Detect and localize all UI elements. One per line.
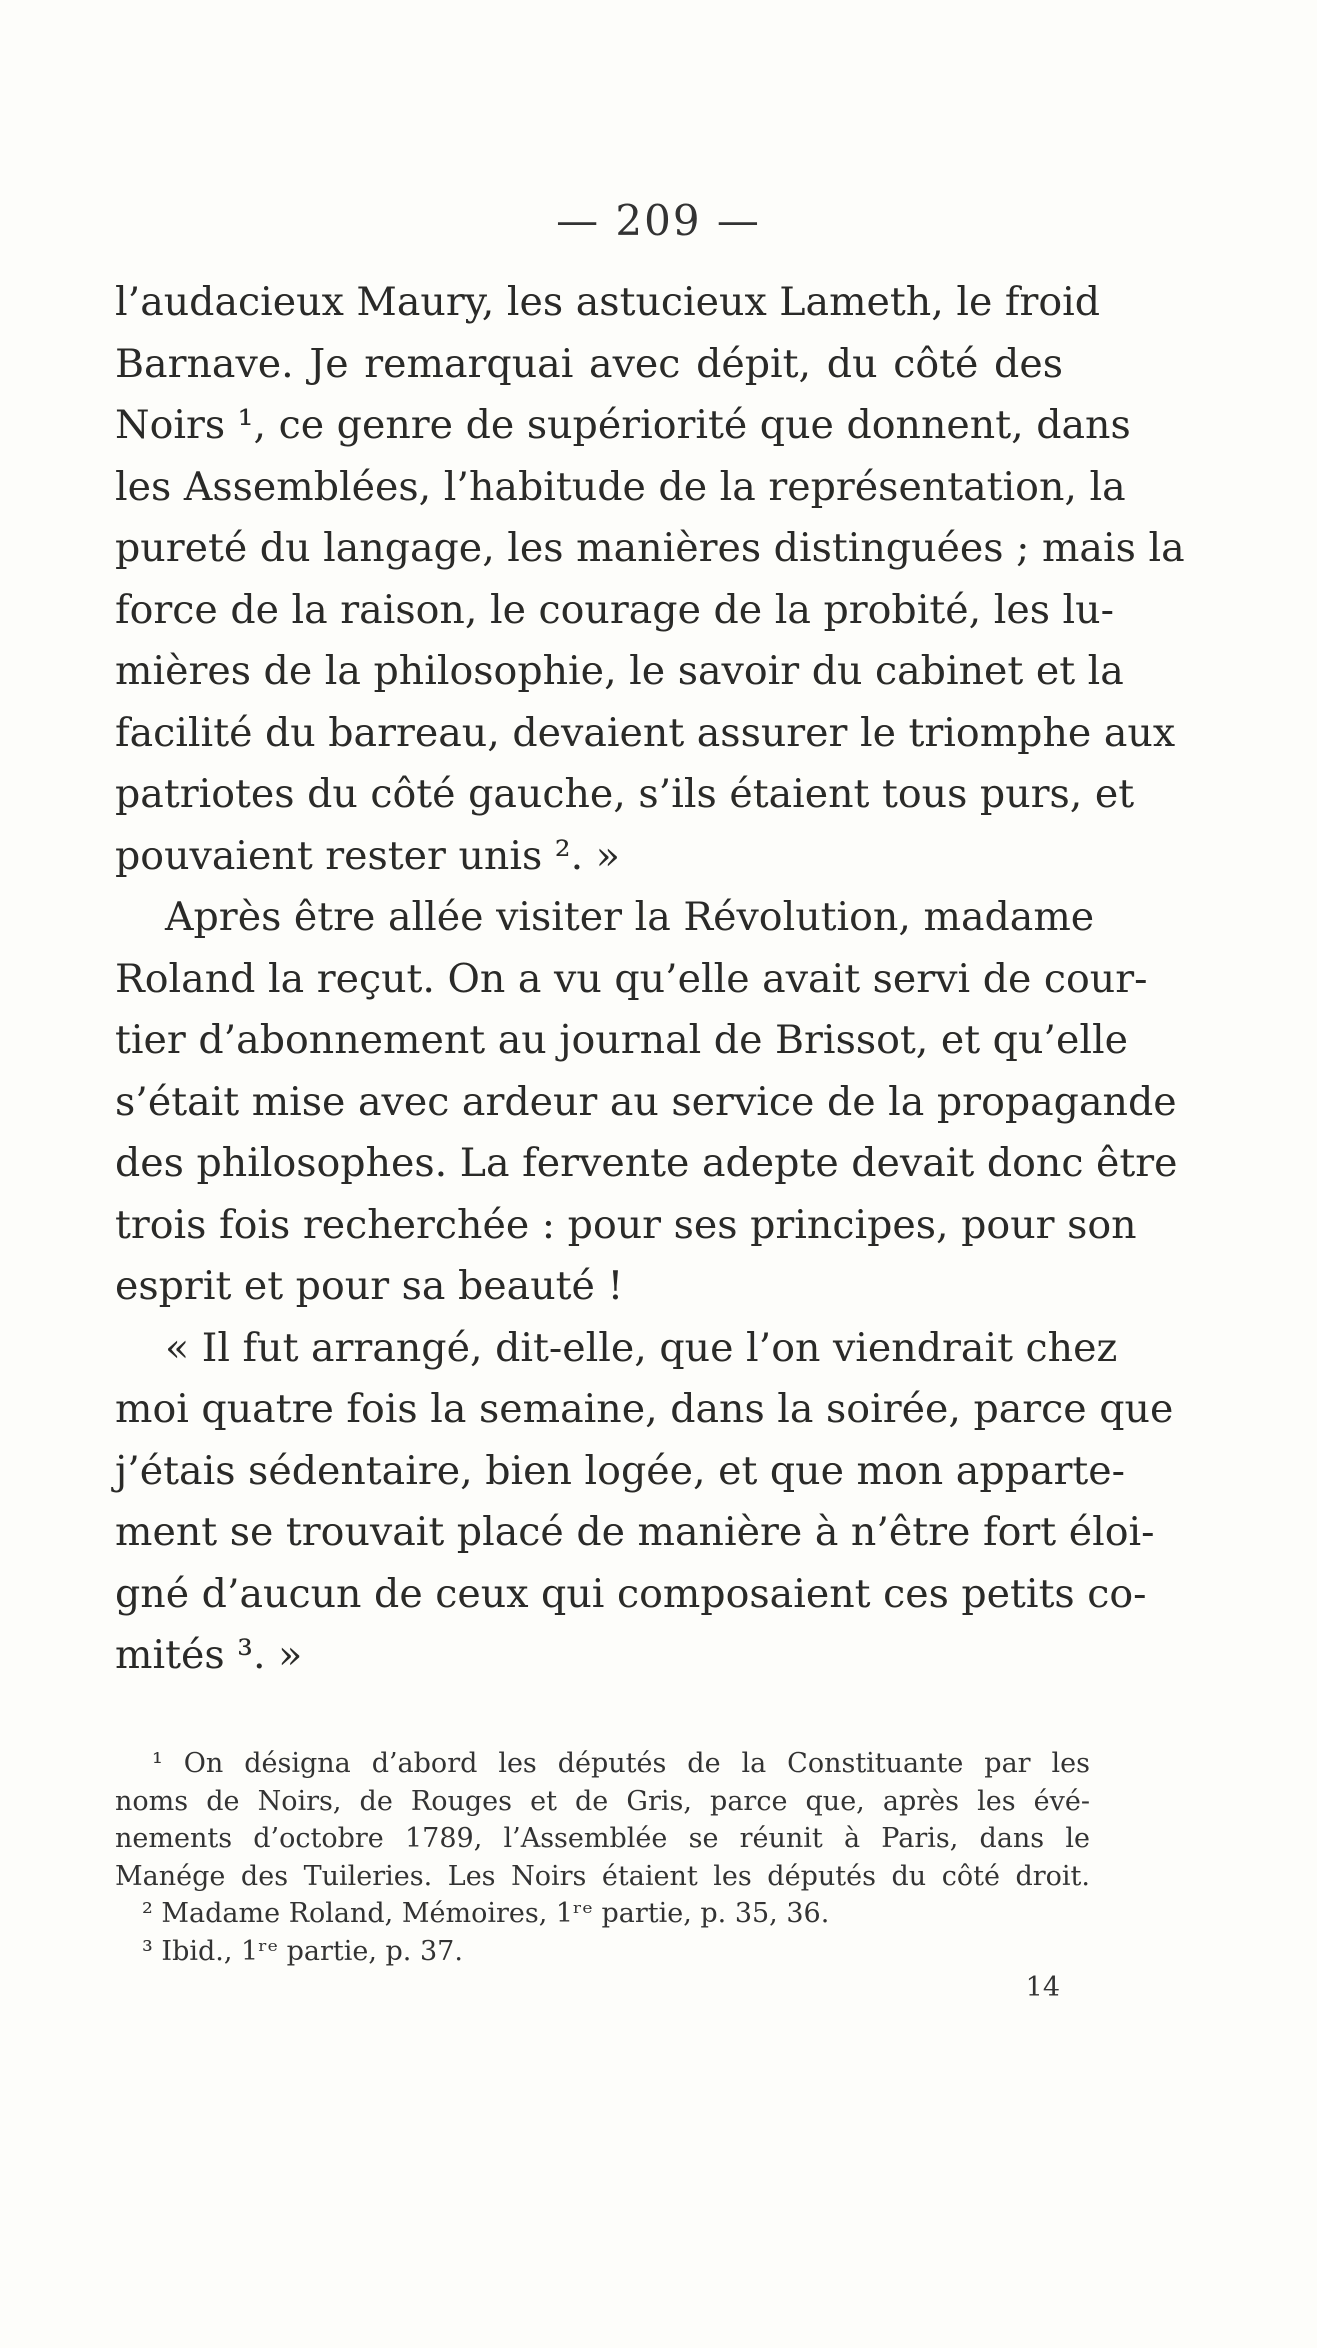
page-number: — 209 —: [556, 196, 761, 245]
text-line: facilité du barreau, devaient assurer le triomphe aux: [115, 709, 1176, 756]
text-line: patriotes du côté gauche, s’ils étaient tous purs, et: [115, 771, 1135, 817]
text-line: les Assemblées, l’habitude de la représentation, la: [115, 463, 1126, 510]
text-line: des philosophes. La fervente adepte devait donc être: [115, 1140, 1178, 1186]
footnote-line: noms de Noirs, de Rouges et de Gris, parce que, après les évé-: [115, 1785, 1090, 1817]
footnote-line: ¹ On désigna d’abord les députés de la Constituante par les: [152, 1748, 1090, 1779]
text-line: gné d’aucun de ceux qui composaient ces petits co-: [115, 1570, 1147, 1617]
text-line: s’était mise avec ardeur au service de la propagande: [115, 1078, 1177, 1125]
text-line: mités ³. »: [115, 1632, 303, 1678]
footnote-line: nements d’octobre 1789, l’Assemblée se réunit à Paris, dans le: [115, 1823, 1090, 1854]
text-line: pureté du langage, les manières distinguées ; mais la: [115, 525, 1185, 571]
footnote-line: ² Madame Roland, Mémoires, 1ʳᵉ partie, p. 35, 36.: [142, 1898, 830, 1929]
footnote-line: Manége des Tuileries. Les Noirs étaient les députés du côté droit.: [115, 1860, 1090, 1892]
text-line: pouvaient rester unis ². »: [115, 832, 620, 879]
footnote-line: ³ Ibid., 1ʳᵉ partie, p. 37.: [142, 1935, 463, 1967]
text-line: ment se trouvait placé de manière à n’être fort éloi-: [115, 1509, 1155, 1555]
signature-mark: 14: [1025, 1972, 1060, 2003]
text-line: esprit et pour sa beauté !: [115, 1263, 624, 1309]
text-line: « Il fut arrangé, dit-elle, que l’on viendrait chez: [165, 1324, 1118, 1371]
text-line: mières de la philosophie, le savoir du cabinet et la: [115, 648, 1124, 694]
text-line: force de la raison, le courage de la probité, les lu-: [115, 586, 1114, 633]
text-line: l’audacieux Maury, les astucieux Lameth, le froid: [115, 279, 1101, 325]
text-line: j’étais sédentaire, bien logée, et que mon apparte-: [115, 1447, 1125, 1494]
text-line: trois fois recherchée : pour ses principes, pour son: [115, 1201, 1137, 1248]
text-line: Roland la reçut. On a vu qu’elle avait servi de cour-: [115, 955, 1148, 1002]
text-line: Noirs ¹, ce genre de supériorité que donnent, dans: [115, 402, 1131, 448]
text-line: Barnave. Je remarquai avec dépit, du côté des: [115, 340, 1063, 387]
text-line: tier d’abonnement au journal de Brissot, et qu’elle: [115, 1017, 1128, 1063]
text-line: Après être allée visiter la Révolution, madame: [165, 894, 1095, 940]
text-line: moi quatre fois la semaine, dans la soirée, parce que: [115, 1386, 1174, 1432]
body-text: [115, 272, 1185, 1687]
footnotes: [115, 1745, 1090, 1970]
